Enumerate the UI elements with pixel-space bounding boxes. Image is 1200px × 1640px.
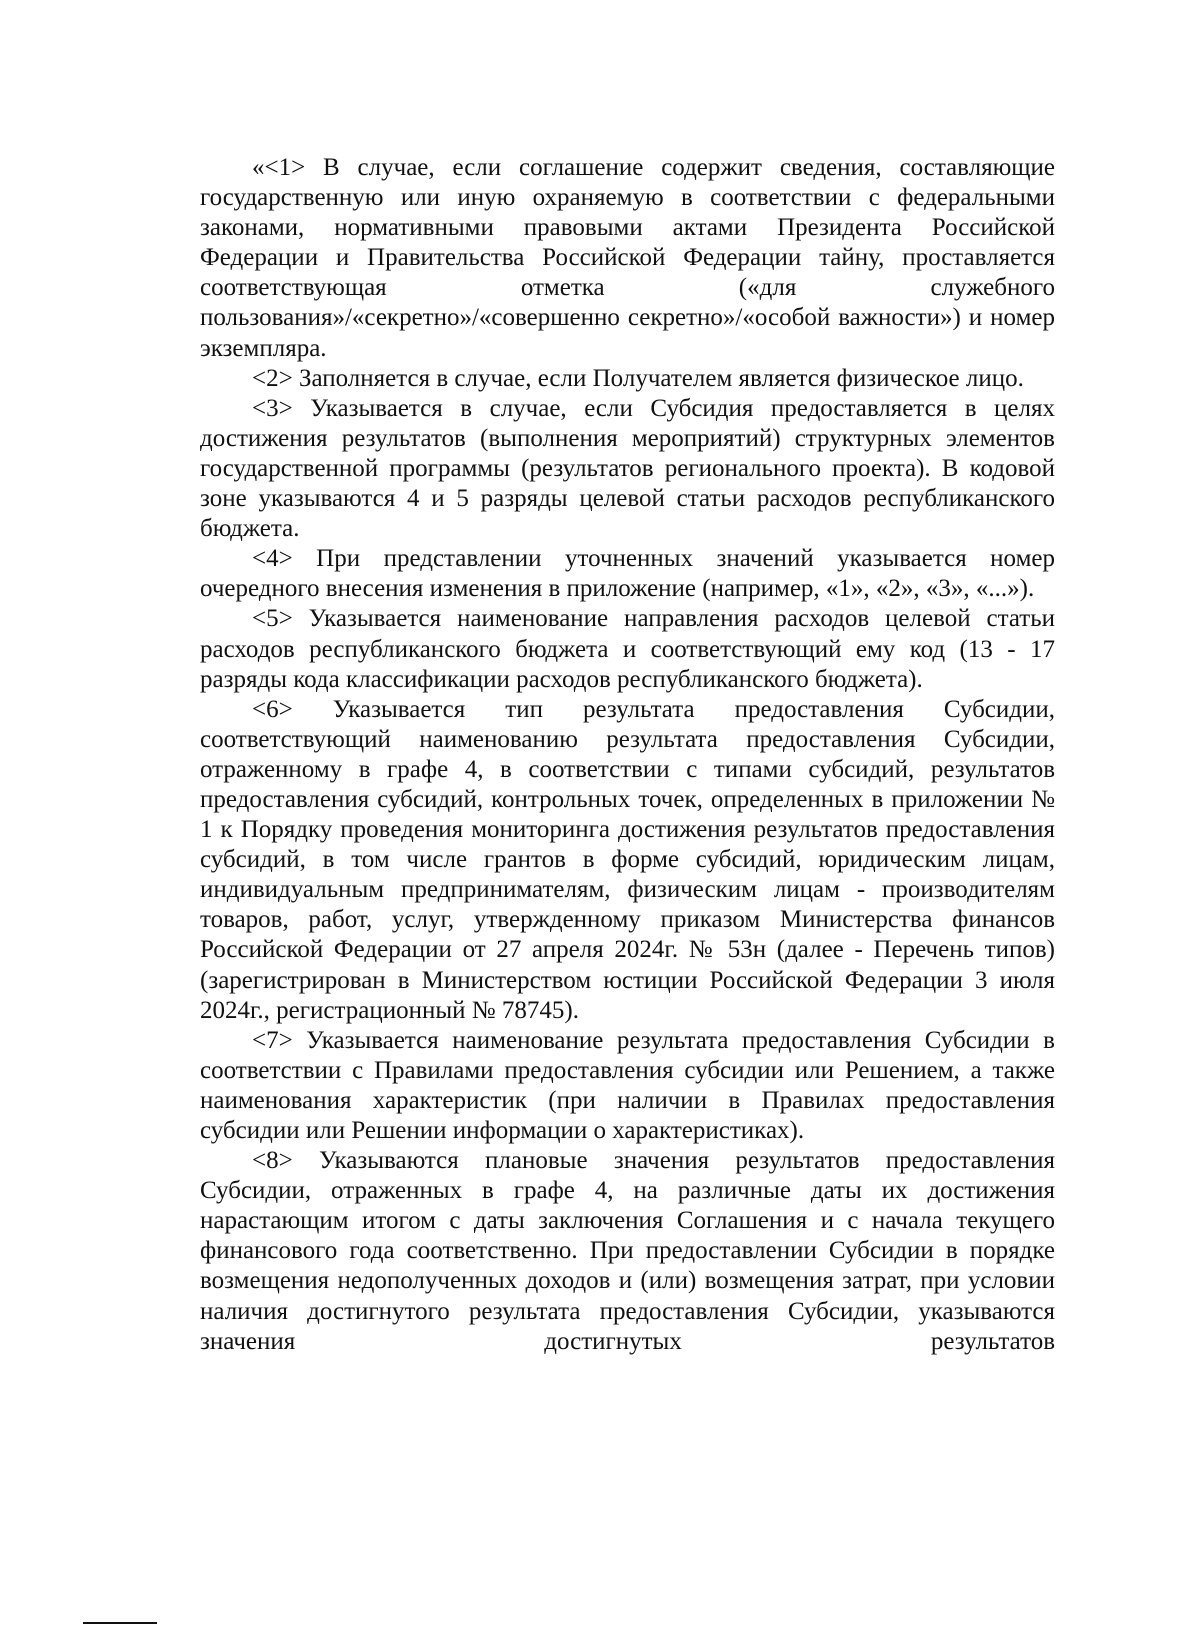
footnote-8: <8> Указываются плановые значения результатов предоставления Субсидии, отраженных в графе 4, на различные даты их достижения нарастающим итогом с даты заключения Соглашения и с начала текущего финансового года соответственно. При предоставлении Субсидии в порядке возмещения недополученных доходов и (или) возмещения затрат, при условии наличия достигнутого результата предоставления Субсидии, указываются значения достигнутых результатов [200,1147,1055,1355]
footnote-5: <5> Указывается наименование направления расходов целевой статьи расходов республиканского бюджета и соответствующий ему код (13 - 17 разряды кода классификации расходов республиканского бюджета). [200,605,1055,693]
footnotes-text [200,153,1055,1357]
footnote-3: <3> Указывается в случае, если Субсидия предоставляется в целях достижения результатов (выполнения мероприятий) структурных элементов государственной программы (результатов регионального проекта). В кодовой зоне указываются 4 и 5 разряды целевой статьи расходов республиканского бюджета. [200,394,1055,543]
footnote-2: <2> Заполняется в случае, если Получателем является физическое лицо. [252,364,1024,392]
footnote-6: <6> Указывается тип результата предоставления Субсидии, соответствующий наименованию результата предоставления Субсидии, отраженному в графе 4, в соответствии с типами субсидий, результатов предоставления субсидий, контрольных точек, определенных в приложении № 1 к Порядку проведения мониторинга достижения результатов предоставления субсидий, в том числе грантов в форме субсидий, юридическим лицам, индивидуальным предпринимателям, физическим лицам - производителям товаров, работ, услуг, утвержденному приказом Министерства финансов Российской Федерации от 27 апреля 2024г. № 53н (далее - Перечень типов) (зарегистрирован в Министерством юстиции Российской Федерации 3 июля 2024г., регистрационный № 78745). [200,695,1055,1024]
footnote-4: <4> При представлении уточненных значений указывается номер очередного внесения изменения в приложение (например, «1», «2», «3», «...»). [200,545,1055,603]
footnote-separator-line [83,1622,157,1624]
footnote-1: «<1> В случае, если соглашение содержит сведения, составляющие государственную или иную охраняемую в соответствии с федеральными законами, нормативными правовыми актами Президента Российской Федерации и Правительства Российской Федерации тайну, проставляется соответствующая отметка («для служебного пользования»/«секретно»/«совершенно секретно»/«особой важности») и номер экземпляра. [200,154,1055,362]
footnote-7: <7> Указывается наименование результата предоставления Субсидии в соответствии с Правилами предоставления субсидии или Решением, а также наименования характеристик (при наличии в Правилах предоставления субсидии или Решении информации о характеристиках). [200,1026,1055,1144]
